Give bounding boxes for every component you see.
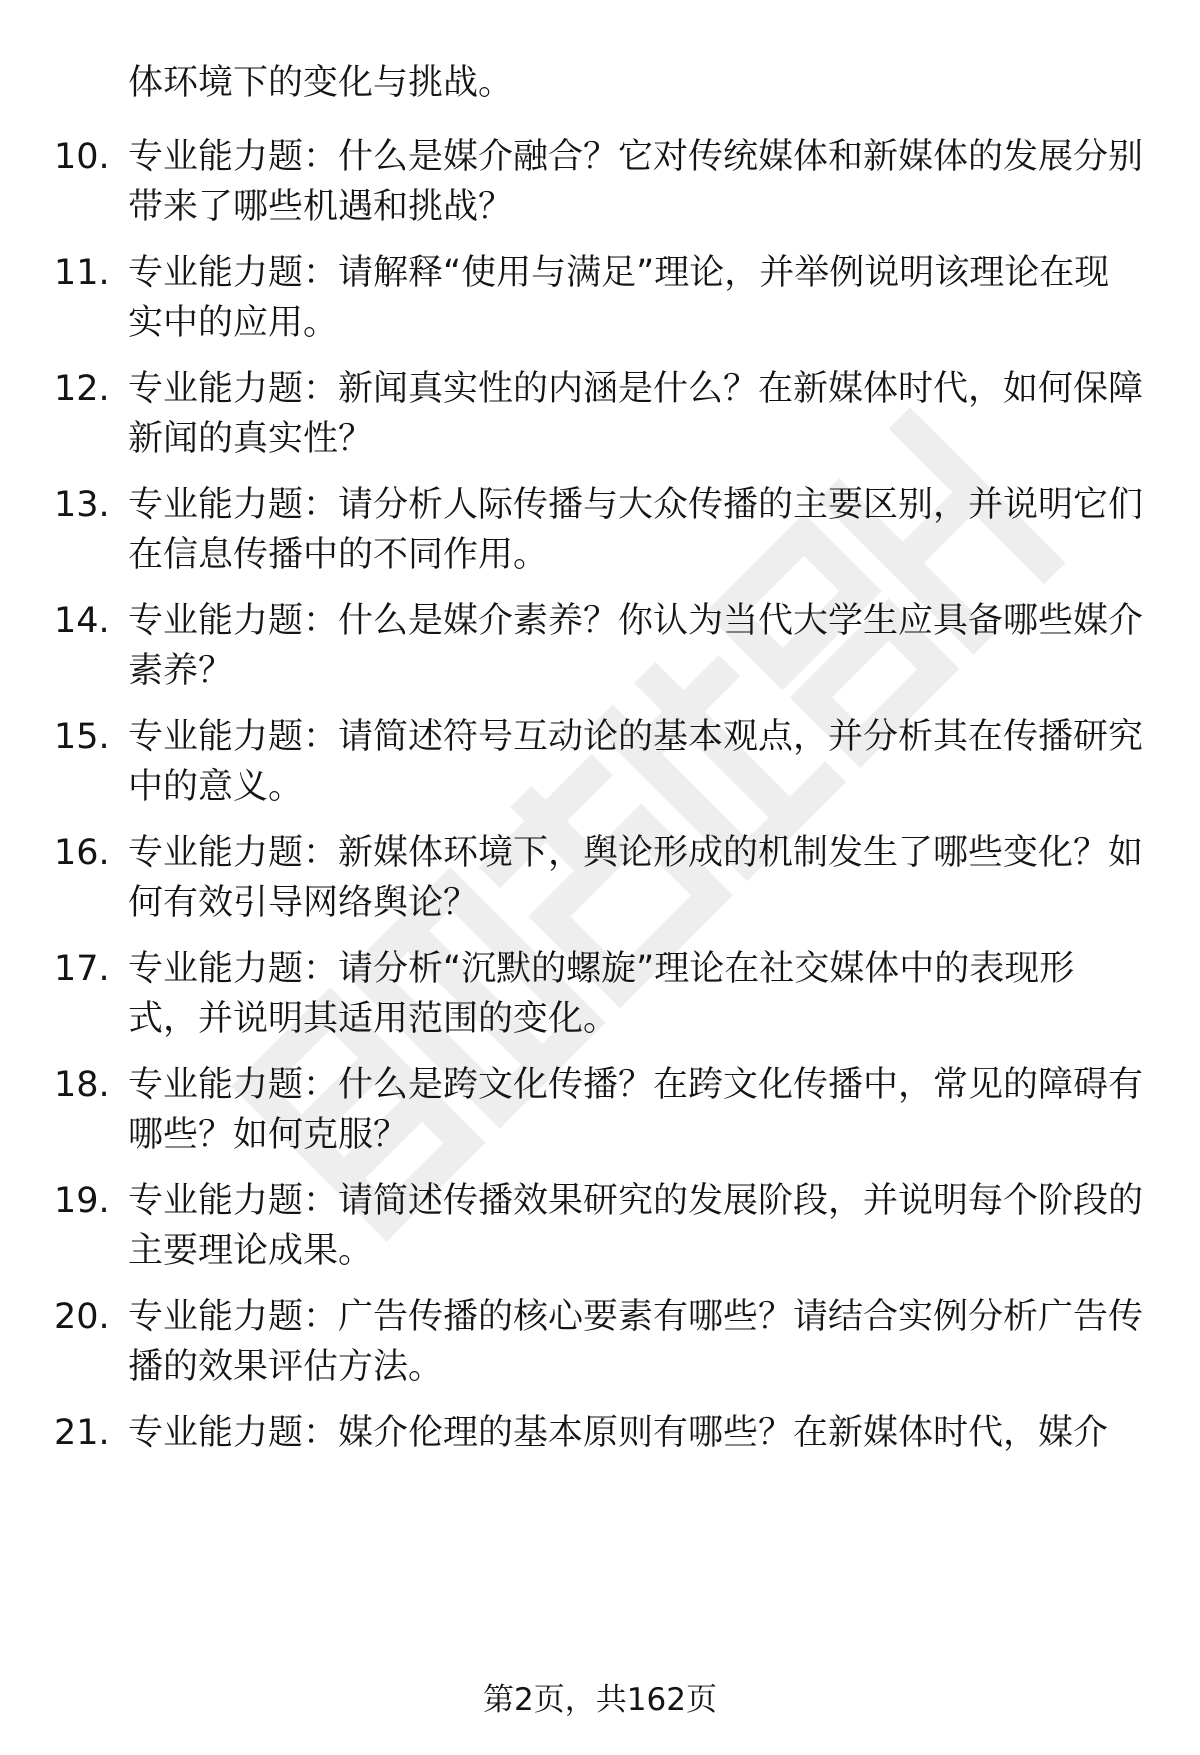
question-item [0,132,1200,242]
question-number: 18. [54,1065,110,1105]
question-item [0,828,1200,938]
question-number: 17. [54,949,110,989]
question-text: 专业能力题：请解释“使用与满足”理论，并举例说明该理论在现实中的应用。 [128,253,1110,343]
question-text: 专业能力题：媒介伦理的基本原则有哪些？在新媒体时代，媒介 [128,1413,1109,1453]
question-number: 15. [54,717,110,757]
question-text: 专业能力题：新媒体环境下，舆论形成的机制发生了哪些变化？如何有效引导网络舆论？ [128,833,1144,923]
question-number: 13. [54,485,110,525]
question-number: 12. [54,369,110,409]
question-text: 专业能力题：广告传播的核心要素有哪些？请结合实例分析广告传播的效果评估方法。 [128,1297,1144,1387]
question-number: 11. [54,253,110,293]
question-item [0,364,1200,474]
question-item [0,248,1200,358]
question-number: 16. [54,833,110,873]
continuation-text: 体环境下的变化与挑战。 [128,63,514,103]
question-number: 19. [54,1181,110,1221]
question-number: 21. [54,1413,110,1453]
question-number: 20. [54,1297,110,1337]
question-item [0,596,1200,706]
question-item [0,1060,1200,1170]
question-item [0,1176,1200,1286]
question-item [0,480,1200,590]
question-text: 专业能力题：什么是媒介融合？它对传统媒体和新媒体的发展分别带来了哪些机遇和挑战？ [128,137,1144,227]
question-text: 专业能力题：新闻真实性的内涵是什么？在新媒体时代，如何保障新闻的真实性？ [128,369,1144,459]
question-text: 专业能力题：请简述符号互动论的基本观点，并分析其在传播研究中的意义。 [128,717,1144,807]
question-text: 专业能力题：请简述传播效果研究的发展阶段，并说明每个阶段的主要理论成果。 [128,1181,1144,1271]
question-text: 专业能力题：请分析“沉默的螺旋”理论在社交媒体中的表现形式，并说明其适用范围的变化。 [128,949,1075,1039]
question-text: 专业能力题：什么是媒介素养？你认为当代大学生应具备哪些媒介素养？ [128,601,1144,691]
question-text: 专业能力题：什么是跨文化传播？在跨文化传播中，常见的障碍有哪些？如何克服？ [128,1065,1144,1155]
question-text: 专业能力题：请分析人际传播与大众传播的主要区别，并说明它们在信息传播中的不同作用。 [128,485,1144,575]
question-item [0,1292,1200,1402]
page-footer: 第2页，共162页 [483,1682,717,1718]
question-number: 10. [54,137,110,177]
question-number: 14. [54,601,110,641]
question-item [0,1408,1200,1468]
question-item [0,712,1200,822]
question-item [0,944,1200,1054]
